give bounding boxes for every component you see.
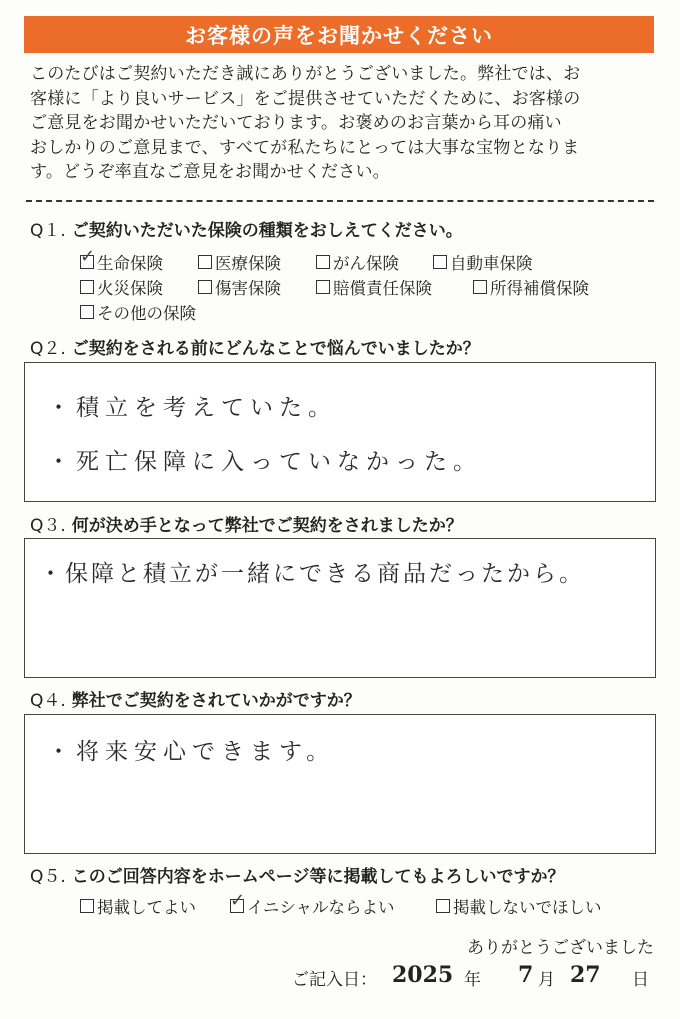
date-label: ご記入日： bbox=[292, 970, 377, 990]
checkbox[interactable] bbox=[80, 899, 94, 913]
handwritten-answer: ・死亡保障に入っていなかった。 bbox=[47, 449, 482, 475]
question-text: このご回答内容をホームページ等に掲載してもよろしいですか？ bbox=[71, 867, 565, 887]
year-unit: 年 bbox=[464, 970, 481, 990]
option-label: 医療保険 bbox=[215, 254, 281, 273]
date-year[interactable]: 2025 bbox=[392, 962, 454, 988]
option-label: 火災保険 bbox=[97, 279, 163, 298]
intro-text bbox=[30, 62, 652, 185]
checkbox[interactable] bbox=[473, 280, 487, 294]
question-text: ご契約をされる前にどんなことで悩んでいましたか？ bbox=[71, 339, 480, 359]
question-3 bbox=[30, 511, 463, 536]
option-life-insurance[interactable] bbox=[80, 246, 163, 274]
date-month[interactable]: 7 bbox=[518, 962, 534, 988]
handwritten-answer: ・保障と積立が一緒にできる商品だったから。 bbox=[39, 561, 585, 587]
question-text: 何が決め手となって弊社でご契約をされましたか？ bbox=[71, 516, 463, 536]
intro-line: す。どうぞ率直なご意見をお聞かせください。 bbox=[30, 162, 390, 182]
question-number: Q４. bbox=[30, 691, 66, 711]
option-label: イニシャルならよい bbox=[247, 898, 395, 917]
option-medical-insurance[interactable] bbox=[198, 250, 281, 274]
month-unit: 月 bbox=[538, 970, 555, 990]
checkbox[interactable] bbox=[436, 899, 450, 913]
option-label: 生命保険 bbox=[97, 254, 163, 273]
thanks-message: ありがとうございました bbox=[467, 938, 654, 958]
checkbox[interactable] bbox=[316, 280, 330, 294]
question-2 bbox=[30, 334, 480, 359]
form-title: お客様の声をお聞かせください bbox=[185, 23, 493, 48]
option-auto-insurance[interactable] bbox=[433, 250, 533, 274]
checkbox[interactable] bbox=[198, 280, 212, 294]
date-day[interactable]: 27 bbox=[570, 962, 601, 988]
option-income-insurance[interactable] bbox=[473, 275, 589, 299]
section-divider bbox=[26, 200, 654, 202]
option-publish-ok[interactable] bbox=[80, 894, 196, 918]
option-label: 賠償責任保険 bbox=[333, 279, 432, 298]
q3-answer-box[interactable] bbox=[24, 538, 656, 678]
option-publish-no[interactable] bbox=[436, 894, 602, 918]
handwritten-answer: ・将来安心できます。 bbox=[47, 739, 336, 765]
intro-line: おしかりのご意見まで、すべてが私たちにとっては大事な宝物となりま bbox=[30, 137, 580, 158]
checkbox[interactable] bbox=[316, 255, 330, 269]
question-1 bbox=[30, 216, 463, 241]
question-5 bbox=[30, 862, 564, 887]
checkbox-checked[interactable] bbox=[230, 890, 246, 913]
q2-answer-box[interactable] bbox=[24, 362, 656, 502]
handwritten-answer: ・積立を考えていた。 bbox=[47, 395, 337, 421]
intro-line: このたびはご契約いただき誠にありがとうございました。弊社では、お bbox=[30, 64, 581, 84]
option-label: がん保険 bbox=[333, 254, 399, 273]
check-mark-icon: ✓ bbox=[230, 890, 246, 911]
option-cancer-insurance[interactable] bbox=[316, 250, 399, 274]
day-unit: 日 bbox=[632, 970, 649, 990]
checkbox[interactable] bbox=[80, 305, 94, 319]
check-mark-icon: ✓ bbox=[80, 246, 96, 267]
question-number: Q１. bbox=[30, 221, 66, 241]
question-number: Q２. bbox=[30, 339, 66, 359]
option-liability-insurance[interactable] bbox=[316, 275, 432, 299]
question-4 bbox=[30, 686, 361, 711]
q4-answer-box[interactable] bbox=[24, 714, 656, 854]
option-accident-insurance[interactable] bbox=[198, 275, 281, 299]
option-label: 掲載しないでほしい bbox=[453, 898, 602, 917]
question-number: Q３. bbox=[30, 516, 66, 536]
intro-line: ご意見をお聞かせいただいております。お褒めのお言葉から耳の痛い bbox=[30, 113, 562, 133]
option-label: 掲載してよい bbox=[97, 898, 196, 917]
option-label: その他の保険 bbox=[97, 304, 196, 323]
option-other-insurance[interactable] bbox=[80, 300, 196, 324]
checkbox-checked[interactable] bbox=[80, 246, 96, 269]
question-text: ご契約いただいた保険の種類をおしえてください。 bbox=[71, 221, 463, 241]
form-title-banner bbox=[24, 16, 654, 53]
question-text: 弊社でご契約をされていかがですか？ bbox=[71, 691, 361, 711]
question-number: Q５. bbox=[30, 867, 66, 887]
checkbox[interactable] bbox=[198, 255, 212, 269]
option-fire-insurance[interactable] bbox=[80, 275, 163, 299]
option-label: 自動車保険 bbox=[450, 254, 533, 273]
option-initials-ok[interactable] bbox=[230, 890, 395, 918]
option-label: 傷害保険 bbox=[215, 279, 281, 298]
checkbox[interactable] bbox=[433, 255, 447, 269]
checkbox[interactable] bbox=[80, 280, 94, 294]
intro-line: 客様に「より良いサービス」をご提供させていただくために、お客様の bbox=[30, 88, 581, 109]
option-label: 所得補償保険 bbox=[490, 279, 589, 298]
